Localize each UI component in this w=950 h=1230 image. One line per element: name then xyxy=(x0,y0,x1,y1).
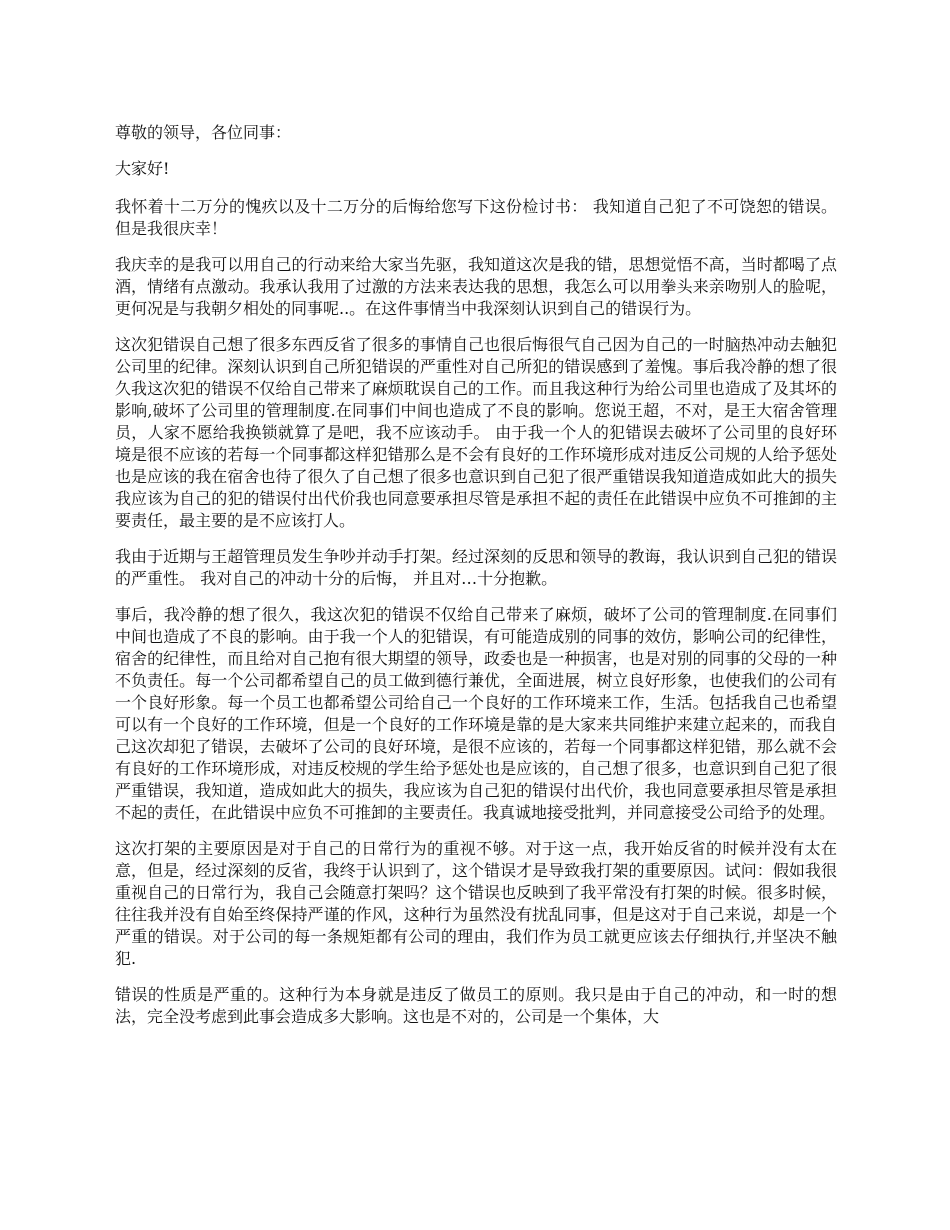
paragraph: 事后，我冷静的想了很久，我这次犯的错误不仅给自己带来了麻烦，破坏了公司的管理制度.在同事们中间也造成了不良的影响。由于我一个人的犯错误，有可能造成别的同事的效仿，影响公司的纪律性，宿舍的纪律性，而且给对自己抱有很大期望的领导，政委也是一种损害，也是对别的同事的父母的一种不负责任。每一个公司都希望自己的员工做到德行兼优，全面进展，树立良好形象，也使我们的公司有一个良好形象。每一个员工也都希望公司给自己一个良好的工作环境来工作，生活。包括我自己也希望可以有一个良好的工作环境，但是一个良好的工作环境是靠的是大家来共同维护来建立起来的，而我自己这次却犯了错误，去破坏了公司的良好环境，是很不应该的，若每一个同事都这样犯错，那么就不会有良好的工作环境形成，对违反校规的学生给予惩处也是应该的，自己想了很多，也意识到自己犯了很严重错误，我知道，造成如此大的损失，我应该为自己犯的错误付出代价，我也同意要承担尽管是承担不起的责任，在此错误中应负不可推卸的主要责任。我真诚地接受批判，并同意接受公司给予的处理。 xyxy=(115,605,837,822)
paragraph: 我由于近期与王超管理员发生争吵并动手打架。经过深刻的反思和领导的教诲，我认识到自己犯的错误的严重性。 我对自己的冲动十分的后悔， 并且对…十分抱歉。 xyxy=(115,547,837,588)
paragraph: 这次打架的主要原因是对于自己的日常行为的重视不够。对于这一点，我开始反省的时候并没有太在意，但是，经过深刻的反省，我终于认识到了，这个错误才是导致我打架的重要原因。试问：假如我很重视自己的日常行为，我自己会随意打架吗？这个错误也反映到了我平常没有打架的时候。很多时候，往往我并没有自始至终保持严谨的作风，这种行为虽然没有扰乱同事，但是这对于自己来说，却是一个严重的错误。对于公司的每一条规矩都有公司的理由，我们作为员工就更应该去仔细执行,并坚决不触犯. xyxy=(115,839,837,968)
paragraph: 错误的性质是严重的。这种行为本身就是违反了做员工的原则。我只是由于自己的冲动，和一时的想法，完全没考虑到此事会造成多大影响。这也是不对的，公司是一个集体，大 xyxy=(115,985,837,1026)
paragraph: 这次犯错误自己想了很多东西反省了很多的事情自己也很后悔很气自己因为自己的一时脑热冲动去触犯公司里的纪律。深刻认识到自己所犯错误的严重性对自己所犯的错误感到了羞愧。事后我冷静的想了很久我这次犯的错误不仅给自己带来了麻烦耽误自己的工作。而且我这种行为给公司里也造成了及其坏的影响,破坏了公司里的管理制度.在同事们中间也造成了不良的影响。您说王超，不对，是王大宿舍管理员，人家不愿给我换锁就算了是吧，我不应该动手。 由于我一个人的犯错误去破坏了公司里的良好环境是很不应该的若每一个同事都这样犯错那么是不会有良好的工作环境形成对违反公司规的人给予惩处也是应该的我在宿舍也待了很久了自己想了很多也意识到自己犯了很严重错误我知道造成如此大的损失我应该为自己的犯的错误付出代价我也同意要承担尽管是承担不起的责任在此错误中应负不可推卸的主要责任，最主要的是不应该打人。 xyxy=(115,335,837,530)
paragraph: 我怀着十二万分的愧疚以及十二万分的后悔给您写下这份检讨书： 我知道自己犯了不可饶恕的错误。但是我很庆幸！ xyxy=(115,197,837,238)
paragraph: 我庆幸的是我可以用自己的行动来给大家当先驱，我知道这次是我的错，思想觉悟不高，当时都喝了点酒，情绪有点激动。我承认我用了过激的方法来表达我的思想，我怎么可以用拳头来亲吻别人的脸呢，更何况是与我朝夕相处的同事呢..。在这件事情当中我深刻认识到自己的错误行为。 xyxy=(115,255,837,318)
document-body xyxy=(115,122,837,1042)
salutation: 尊敬的领导，各位同事： xyxy=(115,123,292,142)
greeting: 大家好! xyxy=(115,159,170,178)
